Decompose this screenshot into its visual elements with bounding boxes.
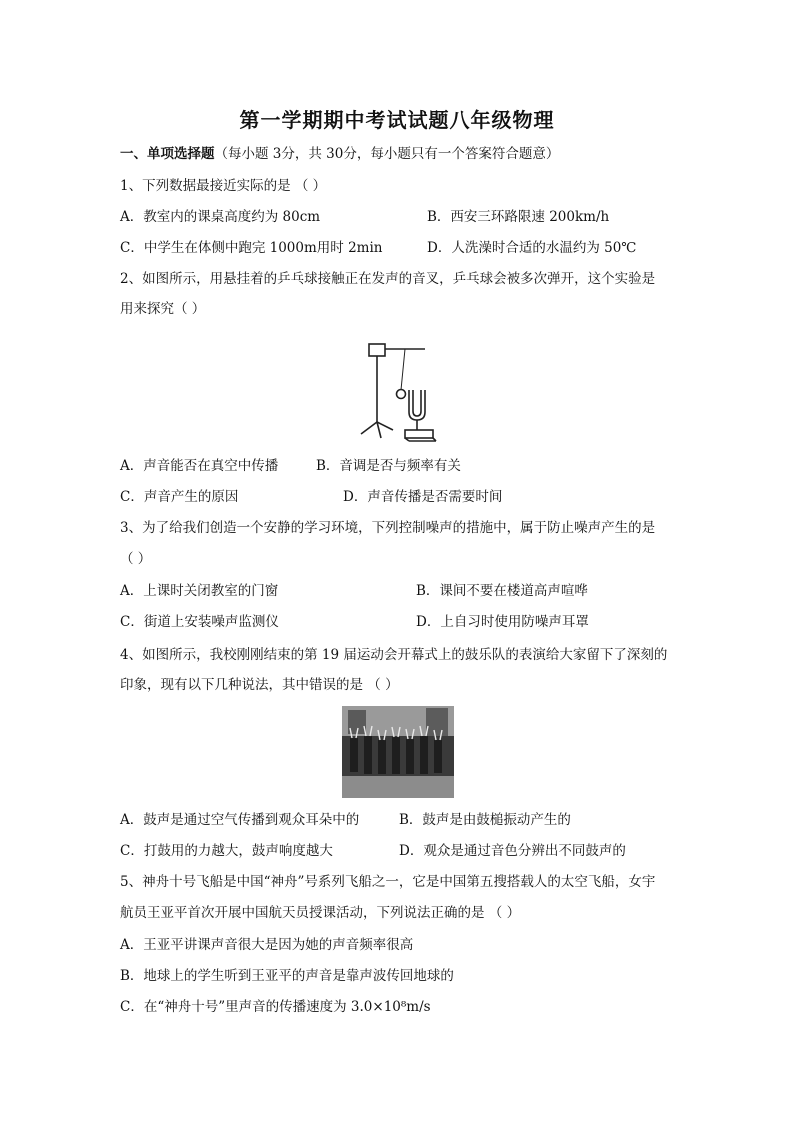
q1-option-b: B．西安三环路限速 200km/h [427,209,610,225]
q2-option-b: B．音调是否与频率有关 [316,458,461,474]
q2-stem-line2: 用来探究（ ） [120,301,206,317]
section-heading: 一、单项选择题 [120,146,215,162]
q2-option-c: C．声音产生的原因 [120,489,239,505]
drum-band-photo [342,706,454,798]
q5-option-b: B．地球上的学生听到王亚平的声音是靠声波传回地球的 [120,968,454,984]
q4-option-b: B．鼓声是由鼓槌振动产生的 [399,812,571,828]
q3-option-b: B．课间不要在楼道高声喧哗 [416,583,588,599]
q3-option-c: C．街道上安装噪声监测仪 [120,614,279,630]
q3-option-a: A．上课时关闭教室的门窗 [120,583,279,599]
q1-option-a: A．教室内的课桌高度约为 80cm [120,209,321,225]
section-note: （每小题 3分，共 30分，每小题只有一个答案符合题意） [214,146,560,162]
q4-option-c: C．打鼓用的力越大，鼓声响度越大 [120,843,333,859]
tuning-fork-figure [355,338,443,442]
q5-option-a: A．王亚平讲课声音很大是因为她的声音频率很高 [120,937,414,953]
q4-option-a: A．鼓声是通过空气传播到观众耳朵中的 [120,812,360,828]
page-title: 第一学期期中考试试题八年级物理 [239,108,555,132]
q1-option-d: D．人洗澡时合适的水温约为 50℃ [427,240,637,256]
q4-stem-line1: 4、如图所示，我校刚刚结束的第 19 届运动会开幕式上的鼓乐队的表演给大家留下了深刻的 [120,647,668,663]
drum-band-photo-drawing [342,706,454,798]
q1-option-c: C．中学生在体侧中跑完 1000m用时 2min [120,240,383,256]
q4-option-d: D．观众是通过音色分辨出不同鼓声的 [399,843,626,859]
q2-option-a: A．声音能否在真空中传播 [120,458,279,474]
q5-stem-line2: 航员王亚平首次开展中国航天员授课活动，下列说法正确的是 （ ） [120,905,521,921]
q1-stem: 1、下列数据最接近实际的是 （ ） [120,178,327,194]
q2-stem-line1: 2、如图所示，用悬挂着的乒乓球接触正在发声的音叉，乒乓球会被多次弹开，这个实验是 [120,271,656,287]
q5-option-c: C．在“神舟十号”里声音的传播速度为 3.0×10⁸m/s [120,999,431,1015]
q4-stem-line2: 印象，现有以下几种说法，其中错误的是 （ ） [120,677,399,693]
q2-option-d: D．声音传播是否需要时间 [343,489,503,505]
section-heading-line [120,145,559,163]
q5-stem-line1: 5、神舟十号飞船是中国“神舟”号系列飞船之一，它是中国第五搜搭载人的太空飞船，女宇 [120,874,656,890]
q3-stem-line1: 3、为了给我们创造一个安静的学习环境，下列控制噪声的措施中，属于防止噪声产生的是 [120,520,656,536]
q3-stem-line2: （ ） [120,551,152,567]
q3-option-d: D．上自习时使用防噪声耳罩 [416,614,589,630]
